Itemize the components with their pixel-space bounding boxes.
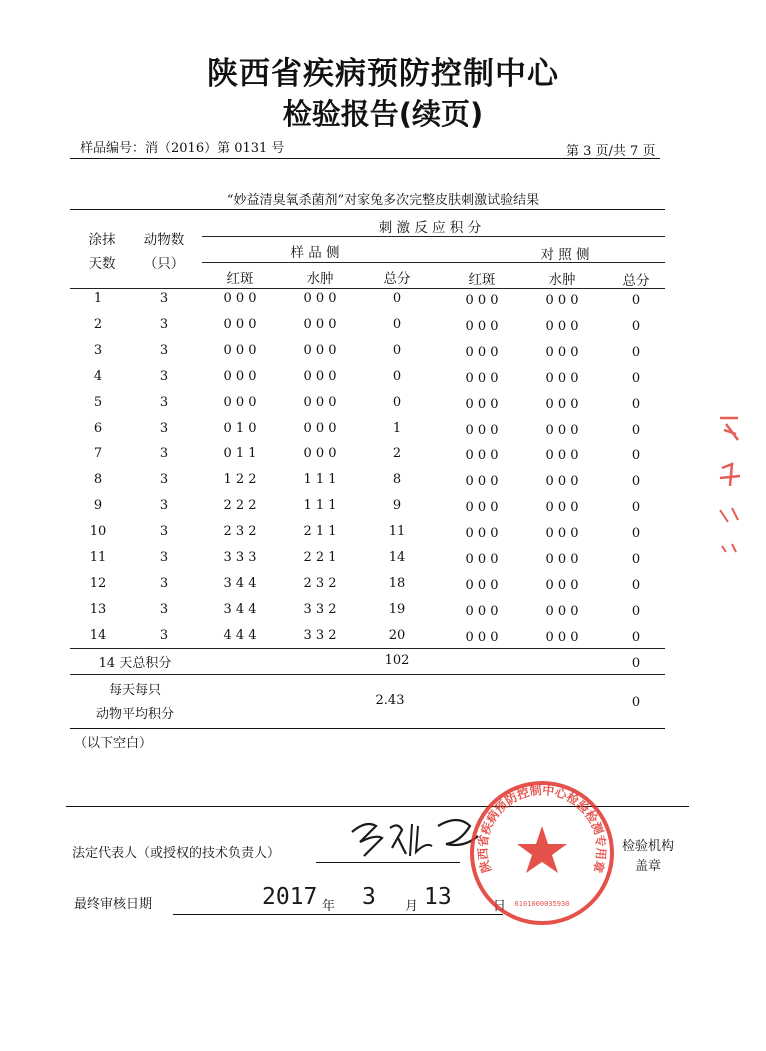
cell-animals: 3 <box>159 575 169 591</box>
cell-animals: 3 <box>159 368 169 384</box>
cell-sample-erythema: 0 0 0 <box>223 291 257 306</box>
cell-day: 14 <box>89 627 107 643</box>
cell-day: 6 <box>93 420 103 436</box>
cell-animals: 3 <box>159 394 169 410</box>
cell-day: 2 <box>93 316 103 332</box>
days-header-line1: 涂抹 <box>88 232 116 248</box>
cell-sample-total: 0 <box>392 316 402 332</box>
animals-header-line1: 动物数 <box>143 232 185 248</box>
cell-animals: 3 <box>159 627 169 643</box>
cell-animals: 3 <box>159 291 169 306</box>
cell-animals: 3 <box>159 446 169 462</box>
cell-sample-erythema: 0 0 0 <box>223 394 257 410</box>
cell-control-edema: 0 0 0 <box>545 474 579 490</box>
cell-sample-erythema: 2 3 2 <box>223 524 257 540</box>
cell-animals: 3 <box>159 550 169 565</box>
animals-header-line2: （只） <box>143 256 185 272</box>
cell-control-erythema: 0 0 0 <box>465 293 499 308</box>
org-seal-label-line1: 检验机构 <box>622 839 675 854</box>
date-year-handwritten: 2017 <box>262 884 318 910</box>
cell-control-erythema: 0 0 0 <box>465 526 499 542</box>
cell-animals: 3 <box>159 524 169 540</box>
cell-sample-edema: 0 0 0 <box>303 316 337 332</box>
cell-control-erythema: 0 0 0 <box>465 552 499 567</box>
cell-control-total: 0 <box>631 577 641 593</box>
cell-control-total: 0 <box>631 552 641 567</box>
total-score-label: 14 天总积分 <box>98 656 172 671</box>
cell-control-edema: 0 0 0 <box>545 603 579 619</box>
cell-control-erythema: 0 0 0 <box>465 629 499 645</box>
cell-control-total: 0 <box>631 474 641 490</box>
cell-control-erythema: 0 0 0 <box>465 422 499 438</box>
cell-sample-erythema: 3 4 4 <box>223 601 257 617</box>
cell-sample-total: 18 <box>388 575 406 591</box>
cell-sample-erythema: 1 2 2 <box>223 472 257 488</box>
edge-stamp-remnant <box>716 410 746 560</box>
cell-control-total: 0 <box>631 293 641 308</box>
avg-score-sample: 2.43 <box>375 693 405 708</box>
cell-control-total: 0 <box>631 500 641 516</box>
cell-sample-edema: 0 0 0 <box>303 368 337 384</box>
avg-score-label-line2: 动物平均积分 <box>95 707 174 722</box>
cell-animals: 3 <box>159 601 169 617</box>
cell-day: 1 <box>93 291 103 306</box>
cell-control-erythema: 0 0 0 <box>465 318 499 334</box>
cell-sample-edema: 0 0 0 <box>303 394 337 410</box>
cell-animals: 3 <box>159 472 169 488</box>
cell-control-edema: 0 0 0 <box>545 577 579 593</box>
date-day-handwritten: 13 <box>424 884 452 910</box>
control-side-header: 对 照 侧 <box>540 247 590 263</box>
stamp-number: 6101000035930 <box>514 900 570 908</box>
cell-sample-erythema: 0 0 0 <box>223 368 257 384</box>
cell-sample-total: 9 <box>392 498 402 514</box>
cell-sample-total: 0 <box>392 342 402 358</box>
cell-sample-edema: 0 0 0 <box>303 420 337 436</box>
cell-sample-edema: 3 3 2 <box>303 627 337 643</box>
org-seal-label-line2: 盖章 <box>634 859 661 874</box>
control-erythema-header: 红斑 <box>468 272 496 288</box>
cell-control-erythema: 0 0 0 <box>465 603 499 619</box>
date-year-char: 年 <box>322 899 336 914</box>
cell-sample-erythema: 3 4 4 <box>223 575 257 591</box>
legal-rep-label: 法定代表人（或授权的技术负责人） <box>72 846 281 861</box>
cell-sample-erythema: 0 1 0 <box>223 420 257 436</box>
total-score-control: 0 <box>631 656 641 671</box>
date-line <box>173 914 503 915</box>
cell-sample-erythema: 4 4 4 <box>223 627 257 643</box>
cell-day: 5 <box>93 394 103 410</box>
cell-control-total: 0 <box>631 422 641 438</box>
cell-control-edema: 0 0 0 <box>545 526 579 542</box>
cell-sample-edema: 0 0 0 <box>303 446 337 462</box>
cell-day: 11 <box>89 550 107 565</box>
cell-control-edema: 0 0 0 <box>545 293 579 308</box>
cell-sample-edema: 2 1 1 <box>303 524 337 540</box>
control-total-header: 总分 <box>622 273 650 289</box>
cell-sample-total: 8 <box>392 472 402 488</box>
cell-sample-total: 2 <box>392 446 402 462</box>
blank-below-note: （以下空白） <box>74 736 153 751</box>
cell-animals: 3 <box>159 498 169 514</box>
stamp-text: 陕西省疾病预防控制中心检验检测专用章 <box>475 783 609 875</box>
cell-control-edema: 0 0 0 <box>545 344 579 360</box>
cell-sample-total: 0 <box>392 291 402 306</box>
cell-sample-edema: 2 2 1 <box>303 550 337 565</box>
cell-sample-edema: 2 3 2 <box>303 575 337 591</box>
sample-erythema-header: 红斑 <box>226 271 254 287</box>
cell-sample-total: 0 <box>392 368 402 384</box>
cell-day: 9 <box>93 498 103 514</box>
cell-sample-total: 0 <box>392 394 402 410</box>
cell-sample-total: 20 <box>388 627 406 643</box>
cell-control-erythema: 0 0 0 <box>465 577 499 593</box>
cell-sample-erythema: 0 0 0 <box>223 342 257 358</box>
cell-day: 7 <box>93 446 103 462</box>
cell-sample-edema: 1 1 1 <box>303 472 337 488</box>
report-subtitle: 检验报告(续页) <box>282 97 484 131</box>
date-month-handwritten: 3 <box>362 884 376 910</box>
cell-control-edema: 0 0 0 <box>545 370 579 386</box>
days-header-line2: 天数 <box>88 256 116 272</box>
cell-day: 3 <box>93 342 103 358</box>
cell-sample-erythema: 3 3 3 <box>223 550 257 565</box>
cell-animals: 3 <box>159 420 169 436</box>
cell-control-erythema: 0 0 0 <box>465 370 499 386</box>
cell-control-edema: 0 0 0 <box>545 448 579 464</box>
cell-day: 12 <box>89 575 107 591</box>
org-seal-label <box>622 837 674 877</box>
sample-side-header: 样 品 侧 <box>290 245 340 261</box>
cell-sample-edema: 1 1 1 <box>303 498 337 514</box>
cell-control-total: 0 <box>631 344 641 360</box>
total-score-sample: 102 <box>384 653 410 668</box>
cell-control-erythema: 0 0 0 <box>465 344 499 360</box>
cell-control-total: 0 <box>631 396 641 412</box>
cell-day: 13 <box>89 601 107 617</box>
cell-control-edema: 0 0 0 <box>545 500 579 516</box>
cell-animals: 3 <box>159 316 169 332</box>
avg-score-label-line1: 每天每只 <box>108 683 161 698</box>
cell-sample-total: 14 <box>388 550 406 565</box>
cell-control-erythema: 0 0 0 <box>465 474 499 490</box>
cell-sample-erythema: 2 2 2 <box>223 498 257 514</box>
cell-control-edema: 0 0 0 <box>545 422 579 438</box>
sample-edema-header: 水肿 <box>306 271 334 287</box>
sample-number: 样品编号：消（2016）第 0131 号 <box>80 141 285 156</box>
date-month-char: 月 <box>405 899 419 914</box>
sample-total-header: 总分 <box>383 271 411 287</box>
control-edema-header: 水肿 <box>548 272 576 288</box>
cell-control-erythema: 0 0 0 <box>465 448 499 464</box>
cell-control-total: 0 <box>631 370 641 386</box>
date-day-char: 日 <box>493 899 507 914</box>
page-number: 第 3 页/共 7 页 <box>566 144 656 159</box>
cell-control-erythema: 0 0 0 <box>465 500 499 516</box>
cell-sample-total: 11 <box>388 524 406 540</box>
cell-sample-total: 1 <box>392 420 402 436</box>
review-date-label: 最终审核日期 <box>74 897 153 912</box>
cell-sample-total: 19 <box>388 601 406 617</box>
table-title: “妙益清臭氧杀菌剂”对家兔多次完整皮肤刺激试验结果 <box>226 193 540 208</box>
report-title: 陕西省疾病预防控制中心 <box>207 56 559 92</box>
official-stamp <box>467 778 617 928</box>
cell-control-total: 0 <box>631 603 641 619</box>
cell-control-edema: 0 0 0 <box>545 629 579 645</box>
cell-sample-edema: 0 0 0 <box>303 342 337 358</box>
cell-control-total: 0 <box>631 448 641 464</box>
cell-control-erythema: 0 0 0 <box>465 396 499 412</box>
cell-sample-edema: 0 0 0 <box>303 291 337 306</box>
cell-day: 8 <box>93 472 103 488</box>
cell-animals: 3 <box>159 342 169 358</box>
cell-sample-erythema: 0 1 1 <box>223 446 257 462</box>
cell-control-total: 0 <box>631 629 641 645</box>
cell-control-edema: 0 0 0 <box>545 552 579 567</box>
cell-day: 10 <box>89 524 107 540</box>
cell-sample-edema: 3 3 2 <box>303 601 337 617</box>
cell-control-edema: 0 0 0 <box>545 318 579 334</box>
cell-day: 4 <box>93 368 103 384</box>
avg-score-control: 0 <box>631 695 641 710</box>
score-header: 刺 激 反 应 积 分 <box>378 220 482 236</box>
cell-control-edema: 0 0 0 <box>545 396 579 412</box>
cell-control-total: 0 <box>631 318 641 334</box>
cell-sample-erythema: 0 0 0 <box>223 316 257 332</box>
cell-control-total: 0 <box>631 526 641 542</box>
